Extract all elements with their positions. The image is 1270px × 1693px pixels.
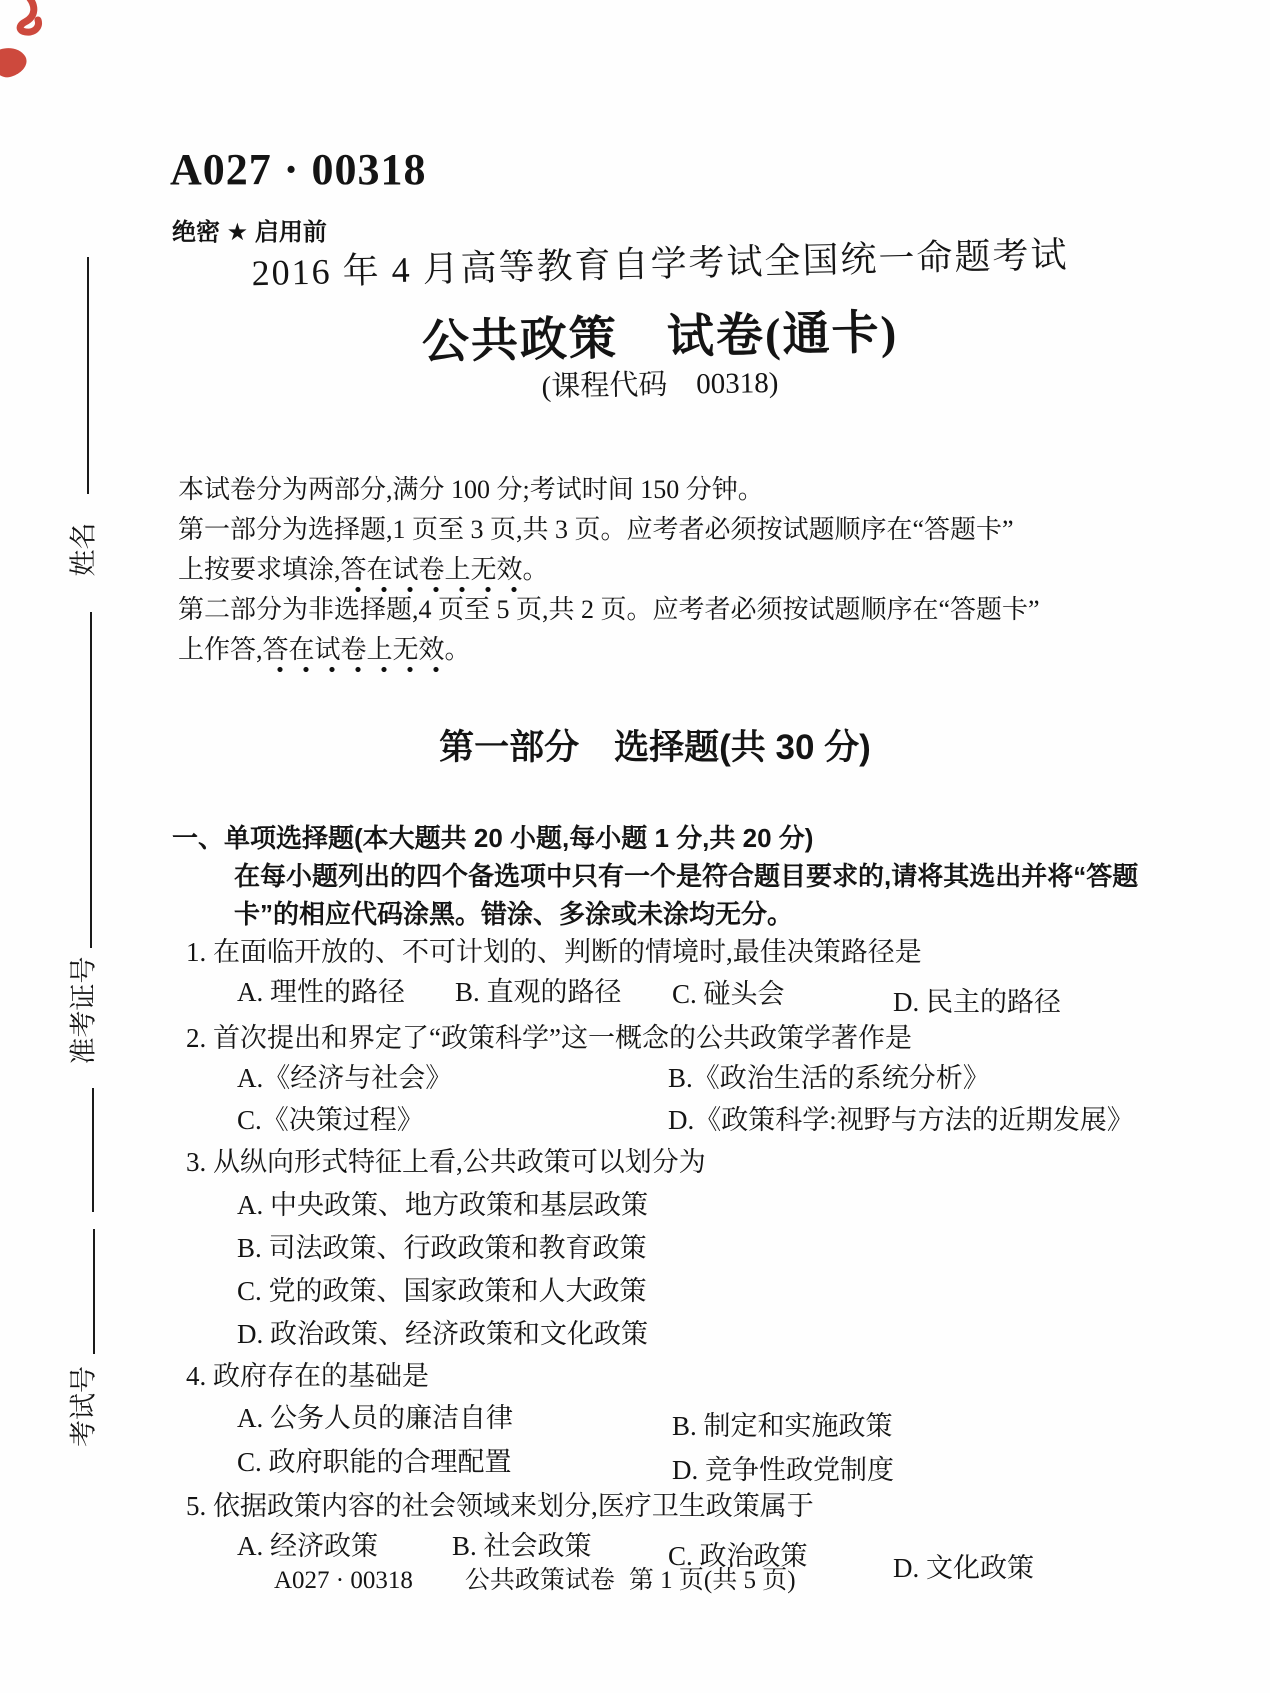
q3-stem: 3. 从纵向形式特征上看,公共政策可以划分为 bbox=[186, 1147, 706, 1177]
page-footer bbox=[274, 1560, 796, 1596]
q2-option-c: C.《决策过程》 bbox=[237, 1105, 424, 1135]
red-ink-marks bbox=[0, 0, 80, 110]
q5-option-a: A. 经济政策 bbox=[237, 1531, 378, 1561]
instruction-line-4: 第二部分为非选择题,4 页至 5 页,共 2 页。应考者必须按试题顺序在“答题卡” bbox=[178, 595, 1040, 624]
q1-option-c: C. 碰头会 bbox=[672, 979, 785, 1009]
q2-option-a: A.《经济与社会》 bbox=[237, 1063, 453, 1093]
q5-option-d: D. 文化政策 bbox=[893, 1553, 1034, 1583]
exam-instructions bbox=[178, 470, 1123, 670]
q4-stem: 4. 政府存在的基础是 bbox=[186, 1361, 429, 1391]
group-note-line-1: 在每小题列出的四个备选项中只有一个是符合题目要求的,请将其选出并将“答题 bbox=[234, 861, 1139, 891]
q4-option-d: D. 竞争性政党制度 bbox=[672, 1455, 894, 1485]
q3-option-c: C. 党的政策、国家政策和人大政策 bbox=[237, 1276, 647, 1306]
instruction-line-3 bbox=[178, 550, 1123, 590]
instruction-line-3-pre: 上按要求填涂, bbox=[178, 555, 341, 584]
paper-code: A027 · 00318 bbox=[170, 145, 427, 194]
instruction-line-2: 第一部分为选择题,1 页至 3 页,共 3 页。应考者必须按试题顺序在“答题卡” bbox=[178, 515, 1014, 544]
footer-paper-title: 公共政策试卷 bbox=[464, 1567, 615, 1594]
sidebar-label-admission-number: 准考证号 bbox=[68, 956, 99, 1065]
q2-option-d: D.《政策科学:视野与方法的近期发展》 bbox=[668, 1105, 1134, 1135]
single-choice-group-heading: 一、单项选择题(本大题共 20 小题,每小题 1 分,共 20 分) bbox=[172, 823, 814, 853]
q3-option-b: B. 司法政策、行政政策和教育政策 bbox=[237, 1233, 647, 1263]
seal-line-3 bbox=[92, 1088, 94, 1212]
q5-stem: 5. 依据政策内容的社会领域来划分,医疗卫生政策属于 bbox=[186, 1491, 814, 1521]
footer-paper-code: A027 · 00318 bbox=[274, 1567, 413, 1594]
seal-line-2 bbox=[90, 612, 92, 948]
q1-stem: 1. 在面临开放的、不可计划的、判断的情境时,最佳决策路径是 bbox=[186, 937, 922, 967]
instruction-line-3-emphasis: 答在试卷上无效 bbox=[341, 555, 523, 593]
section-1-heading: 第一部分 选择题(共 30 分) bbox=[439, 728, 871, 767]
q4-option-c: C. 政府职能的合理配置 bbox=[237, 1447, 512, 1477]
secrecy-label: 绝密 ★ 启用前 bbox=[172, 219, 327, 246]
q1-option-a: A. 理性的路径 bbox=[237, 977, 405, 1007]
course-code: (课程代码 00318) bbox=[541, 366, 779, 404]
seal-line-1 bbox=[87, 257, 89, 494]
instruction-line-5 bbox=[178, 630, 1123, 670]
q3-option-d: D. 政治政策、经济政策和文化政策 bbox=[237, 1319, 648, 1349]
instruction-line-5-post: 。 bbox=[444, 635, 471, 664]
q2-option-b: B.《政治生活的系统分析》 bbox=[668, 1063, 990, 1093]
footer-page-number: 第 1 页(共 5 页) bbox=[628, 1567, 796, 1594]
q4-option-b: B. 制定和实施政策 bbox=[672, 1411, 893, 1441]
seal-line-4 bbox=[93, 1229, 95, 1354]
instruction-line-5-pre: 上作答, bbox=[178, 635, 263, 664]
q1-option-d: D. 民主的路径 bbox=[893, 987, 1061, 1017]
instruction-line-3-post: 。 bbox=[522, 555, 549, 584]
q3-option-a: A. 中央政策、地方政策和基层政策 bbox=[237, 1190, 648, 1220]
instruction-line-1: 本试卷分为两部分,满分 100 分;考试时间 150 分钟。 bbox=[178, 475, 764, 504]
q5-option-c: C. 政治政策 bbox=[668, 1541, 808, 1571]
group-note-line-2: 卡”的相应代码涂黑。错涂、多涂或未涂均无分。 bbox=[234, 899, 794, 929]
sidebar-label-exam-number: 考试号 bbox=[68, 1366, 99, 1447]
q2-stem: 2. 首次提出和界定了“政策科学”这一概念的公共政策学著作是 bbox=[186, 1023, 912, 1053]
paper-title: 公共政策 试卷(通卡) bbox=[421, 307, 899, 369]
q5-option-b: B. 社会政策 bbox=[452, 1531, 592, 1561]
sidebar-label-name: 姓名 bbox=[68, 522, 99, 577]
q4-option-a: A. 公务人员的廉洁自律 bbox=[237, 1403, 513, 1433]
q1-option-b: B. 直观的路径 bbox=[455, 977, 622, 1007]
exam-session-title: 2016 年 4 月高等教育自学考试全国统一命题考试 bbox=[251, 234, 1069, 294]
instruction-line-5-emphasis: 答在试卷上无效 bbox=[263, 635, 445, 673]
